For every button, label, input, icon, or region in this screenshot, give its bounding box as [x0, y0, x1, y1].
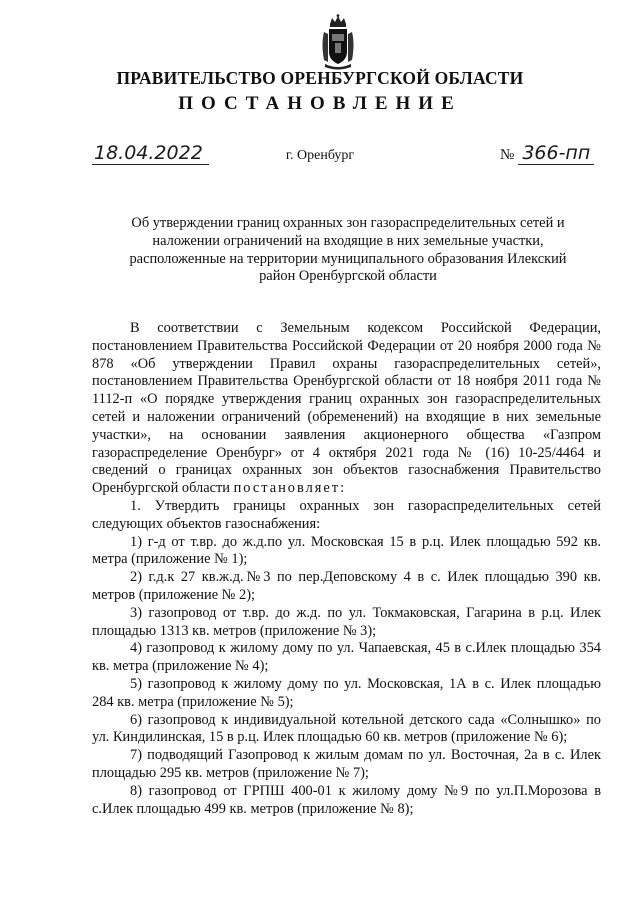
list-item: 1) г-д от т.вр. до ж.д.по ул. Московская 15 в р.ц. Илек площадью 592 кв. метра (приложение № 1); [92, 533, 601, 568]
list-item: 2) г.д.к 27 кв.ж.д.№3 по пер.Деповскому 4 в с. Илек площадью 390 кв. метров (приложение № 2); [92, 569, 601, 603]
coat-of-arms-icon [318, 14, 358, 70]
number-value: 366-пп [518, 142, 594, 165]
list-item: 6) газопровод к индивидуальной котельной детского сада «Солнышко» по ул. Киндилинская, 15 в р.ц. Илек площадью 60 кв. метров (приложение № 6); [92, 711, 601, 746]
list-item: 8) газопровод от ГРПШ 400-01 к жилому дому №9 по ул.П.Морозова в с.Илек площадью 499 кв. метров (приложение № 8); [92, 782, 601, 817]
list-item: 4) газопровод к жилому дому по ул. Чапаевская, 45 в с.Илек площадью 354 кв. метра (приложение № 4); [92, 640, 601, 675]
document-body [92, 320, 601, 818]
organization-title: ПРАВИТЕЛЬСТВО ОРЕНБУРГСКОЙ ОБЛАСТИ [116, 68, 524, 88]
item-1-paragraph: 1. Утвердить границы охранных зон газораспределительных сетей следующих объектов газоснабжения: [92, 497, 601, 532]
list-item: 5) газопровод к жилому дому по ул. Московская, 1А в с. Илек площадью 284 кв. метра (приложение № 5); [92, 675, 601, 710]
decree-word: постановляет: [233, 480, 347, 497]
document-number [500, 142, 594, 166]
document-date: 18.04.2022 [92, 142, 209, 165]
preamble-text: В соответствии с Земельным кодексом Российской Федерации, постановлением Правительства Российской Федерации от 20 ноября 2000 года № 878 «Об утверждении Правил охраны газораспределительных сетей», постановлением Правительства Оренбургской области от 18 ноября 2011 года № 1112-п «О порядке утверждения границ охранных зон газораспределительных сетей и наложении ограничений (обременений) на входящие в них земельные участки», на основании заявления акционерного общества «Газпром газораспределение Оренбург» от 4 октября 2021 года № (16) 10-25/4464 и сведений о границах охранных зон объектов газоснабжения Правительство Оренбургской области [92, 320, 601, 497]
document-city: г. Оренбург [285, 148, 355, 163]
number-sign: № [500, 147, 515, 163]
preamble-paragraph [92, 320, 601, 498]
list-item: 3) газопровод от т.вр. до ж.д. по ул. Токмаковская, Гагарина в р.ц. Илек площадью 1313 кв. метров (приложение № 3); [92, 604, 601, 639]
document-subject: Об утверждении границ охранных зон газораспределительных сетей и наложении ограничений на входящие в них земельные участки, расположенные на территории муниципального образования Илекский район Оренбургской области [129, 215, 567, 285]
document-type-heading: ПОСТАНОВЛЕНИЕ [178, 93, 462, 114]
list-item: 7) подводящий Газопровод к жилым домам по ул. Восточная, 2а в с. Илек площадью 295 кв. метров (приложение № 7); [92, 747, 601, 781]
